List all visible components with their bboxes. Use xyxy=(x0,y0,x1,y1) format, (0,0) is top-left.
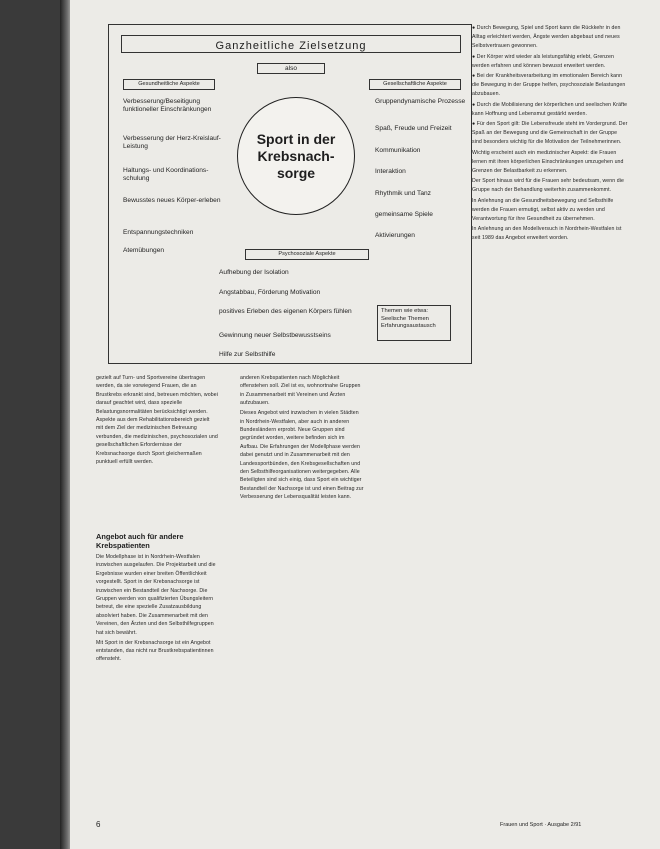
right-item-7: Aktivierungen xyxy=(375,232,415,239)
paragraph: Dieses Angebot wird inzwischen in vielen Städten in Nordrhein-Westfalen, aber auch in anderen Bundesländern erprobt. Neue Gruppen sind gegründet worden, weitere befinden sich im Aufbau. Die Erfahrungen der Modellphase werden dabei genutzt und in Zusammenarbeit mit den Landessportbünden, den Krebsgesellschaften und den Selbsthilfeorganisationen weitergegeben. Alle Beteiligten sind sich einig, dass Sport ein wichtiger Bestandteil der Nachsorge ist und einen Beitrag zur Verbesserung der Lebensqualität leisten kann. xyxy=(240,410,364,501)
left-item-2: Verbesserung der Herz-Kreislauf-Leistung xyxy=(123,135,221,150)
left-item-1: Verbesserung/Beseitigung funktioneller Einschränkungen xyxy=(123,98,212,113)
left-item-6: Atemübungen xyxy=(123,247,165,254)
psych-item-4: Gewinnung neuer Selbstbewusstseins xyxy=(219,332,331,339)
footer-source: Frauen und Sport · Ausgabe 2/91 xyxy=(500,822,582,828)
right-heading-box xyxy=(369,79,461,90)
paragraph: ● Durch Bewegung, Spiel und Sport kann die Rückkehr in den Alltag erleichtert werden, Ängste werden abgebaut und neues Selbstvertrauen gewonnen. xyxy=(472,25,621,49)
right-item-4: Interaktion xyxy=(375,168,406,175)
paragraph: In Anlehnung an den Modellversuch in Nordrhein-Westfalen ist seit 1989 das Angebot erweitert worden. xyxy=(472,226,622,241)
paragraph: ● Der Körper wird wieder als leistungsfähig erlebt, Grenzen werden erfahren und können bewusst erweitert werden. xyxy=(472,53,614,69)
psych-heading: Psychosoziale Aspekte xyxy=(278,251,336,257)
diagram-frame xyxy=(108,24,472,364)
middle-column xyxy=(240,374,364,503)
paragraph: In Anlehnung an die Gesundheitsbewegung und Selbsthilfe werden die Frauen ermutigt, selbst aktiv zu werden und Verantwortung für ihre Gesundheit zu übernehmen. xyxy=(472,197,614,222)
paragraph: anderen Krebspatienten nach Möglichkeit offenstehen soll. Ziel ist es, wohnortnahe Gruppen in Zusammenarbeit mit Vereinen und Ärzten aufzubauen. xyxy=(240,375,361,407)
paragraph: Die Modellphase ist in Nordrhein-Westfalen inzwischen ausgelaufen. Die Projektarbeit und die Ergebnisse wurden einer breiten Öffentlichkeit vorgestellt. Sport in der Krebsnachsorge ist inzwischen ein Bestandteil der Nachsorge. Die Gruppen werden von qualifizierten Übungsleitern betreut, die eine spezielle Zusatzausbildung absolviert haben. Die Zusammenarbeit mit den Vereinen, den Ärzten und den Selbsthilfegruppen hat sich bewährt. xyxy=(96,554,216,636)
left-column-bottom xyxy=(96,553,218,665)
side-note: Themen wie etwa: Seelische Themen Erfahrungsaustausch xyxy=(381,308,436,329)
paragraph: ● Bei der Krankheitsverarbeitung im emotionalen Bereich kann die Bewegung in der Gruppe helfen, psychosoziale Belastungen abzubauen. xyxy=(472,73,626,97)
right-item-1: Gruppendynamische Prozesse xyxy=(375,98,466,105)
section-heading xyxy=(96,532,218,550)
left-item-5: Entspannungstechniken xyxy=(123,229,194,236)
side-note-box xyxy=(377,305,451,341)
paragraph: gezielt auf Turn- und Sportvereine übertragen werden, da sie vorwiegend Frauen, die an Brustkrebs erkrankt sind, betreuen möchten, wobei darauf geachtet wird, dass spezielle Belastungsnormalitäten berücksichtigt werden. Aspekte aus dem Rehabilitationsbereich gezielt mit dem Ziel der medizinischen Betreuung verbunden, die medizinischen, psychosozialen und gesellschaftlichen Erfordernisse der Krebsnachsorge durch Sport gleichermaßen punktuell erfüllt werden. xyxy=(96,375,218,466)
psych-heading-box xyxy=(245,249,369,260)
right-item-3: Kommunikation xyxy=(375,147,421,154)
diagram-subtitle: also xyxy=(285,65,297,72)
paragraph: ● Durch die Mobilisierung der körperlichen und seelischen Kräfte kann Hoffnung und Lebensmut gestärkt werden. xyxy=(472,101,628,117)
section-heading-text: Angebot auch für andere Krebspatienten xyxy=(96,532,184,550)
left-heading-box xyxy=(123,79,215,90)
right-heading: Gesellschaftliche Aspekte xyxy=(383,81,447,87)
paragraph: Wichtig erscheint auch ein medizinischer Aspekt: die Frauen lernen mit ihren körperlichen Einschränkungen umzugehen und Grenzen der Belastbarkeit zu erkennen. xyxy=(472,149,624,174)
paragraph: Der Sport hinaus wird für die Frauen sehr bedeutsam, wenn die Gruppe nach der Behandlung weiterhin zusammenkommt. xyxy=(472,178,625,193)
right-column xyxy=(472,24,628,245)
page-number: 6 xyxy=(96,820,101,829)
center-label: Sport in der Krebsnach-sorge xyxy=(256,130,336,181)
document-page xyxy=(70,0,660,849)
psych-item-5: Hilfe zur Selbsthilfe xyxy=(219,351,276,358)
right-item-6: gemeinsame Spiele xyxy=(375,211,433,218)
diagram-title: Ganzheitliche Zielsetzung xyxy=(215,40,367,52)
psych-item-3: positives Erleben des eigenen Körpers fühlen xyxy=(219,308,352,315)
center-circle xyxy=(237,97,355,215)
psych-item-2: Angstabbau, Förderung Motivation xyxy=(219,289,321,296)
paragraph: ● Für den Sport gilt: Die Lebensfreude steht im Vordergrund. Der Spaß an der Bewegung und die Gemeinschaft in der Gruppe sind besonders wichtig für die Motivation der Teilnehmerinnen. xyxy=(472,121,628,145)
diagram-subtitle-box xyxy=(257,63,325,74)
psych-item-1: Aufhebung der Isolation xyxy=(219,269,289,276)
right-item-5: Rhythmik und Tanz xyxy=(375,190,431,197)
right-item-2: Spaß, Freude und Freizeit xyxy=(375,125,452,132)
left-heading: Gesundheitliche Aspekte xyxy=(138,81,200,87)
left-column-top xyxy=(96,374,218,468)
left-item-3: Haltungs- und Koordinations-schulung xyxy=(123,167,209,182)
diagram-title-box xyxy=(121,35,461,53)
left-item-4: Bewusstes neues Körper-erleben xyxy=(123,197,221,204)
paragraph: Mit Sport in der Krebsnachsorge ist ein Angebot entstanden, das nicht nur Brustkrebspatientinnen offensteht. xyxy=(96,639,214,663)
